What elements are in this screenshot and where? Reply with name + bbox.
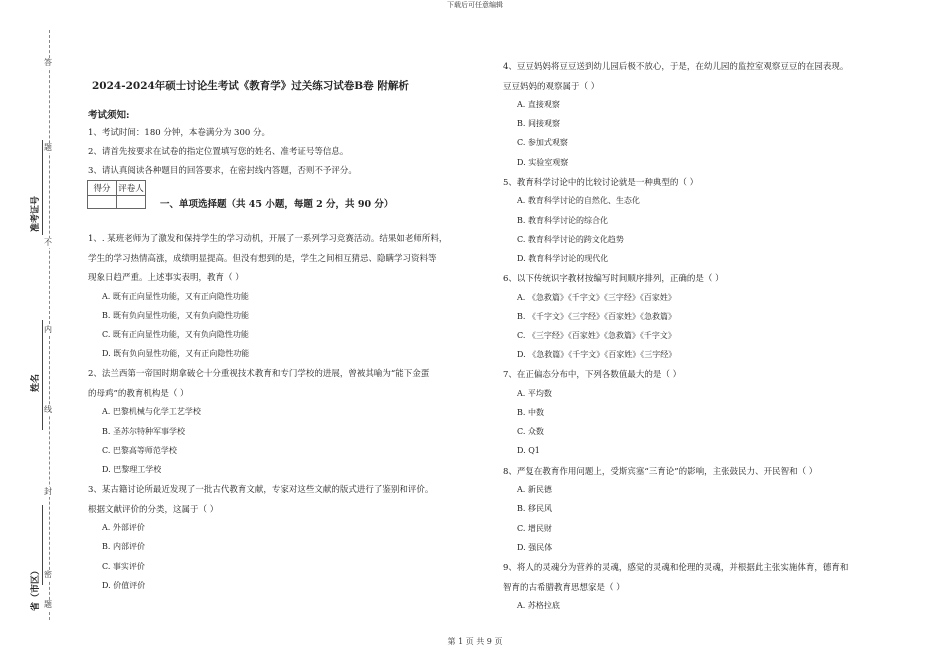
question-stem: 豆豆妈妈的观察属于（ ）	[503, 81, 600, 92]
score-cell	[88, 196, 117, 209]
page-footer: 第 1 页 共 9 页	[447, 637, 503, 646]
answer-option[interactable]: D. 价值评价	[102, 580, 146, 590]
question-stem: 6、以下传统识字教材按编写时间顺序排列，正确的是（ ）	[503, 274, 724, 285]
question-stem: 8、严复在教育作用问题上，受斯宾塞“三育论”的影响，主张鼓民力、开民智和（ ）	[503, 466, 818, 477]
answer-option[interactable]: B. 既有负向显性功能，又有负向隐性功能	[102, 310, 249, 320]
province-label: 省（市区）	[31, 565, 41, 611]
answer-option[interactable]: D. 实验室观察	[517, 157, 569, 167]
question-stem: 学生的学习热情高涨，成绩明显提高。但没有想到的是，学生之间相互猜忌、隐瞒学习资料等	[88, 253, 437, 264]
answer-option[interactable]: B. 间接观察	[517, 119, 560, 129]
answer-option[interactable]: D. 强民体	[517, 542, 553, 552]
answer-option[interactable]: C. 众数	[517, 427, 544, 437]
notice-item: 2、请首先按要求在试卷的指定位置填写您的姓名、准考证号等信息。	[88, 147, 349, 157]
answer-option[interactable]: A. 直接观察	[517, 100, 560, 109]
exam-number-line	[42, 140, 43, 235]
question-stem: 现象日趋严重。上述事实表明，教育（ ）	[88, 273, 244, 283]
answer-option[interactable]: A. 平均数	[517, 388, 552, 398]
question-stem: 根据文献评价的分类，这属于（ ）	[88, 504, 219, 515]
answer-option[interactable]: A. 外部评价	[102, 523, 145, 533]
answer-option[interactable]: C. 参加式观察	[517, 138, 568, 148]
name-line	[42, 320, 43, 430]
answer-option[interactable]: D. Q1	[517, 445, 540, 455]
exam-title: 2024-2024年硕士讨论生考试《教育学》过关练习试卷B卷 附解析	[92, 80, 409, 92]
answer-option[interactable]: C. 既有正向显性功能，又有负向隐性功能	[102, 329, 249, 339]
margin-char: 答	[44, 58, 52, 67]
answer-option[interactable]: B. 圣苏尔特种军事学校	[102, 426, 185, 436]
margin-char: 不	[44, 238, 52, 247]
question-stem: 1、. 某班老师为了激发和保持学生的学习动机，开展了一系列学习竞赛活动。结果如老师所料，	[88, 234, 448, 244]
question-stem: 智育的古希腊教育思想家是（ ）	[503, 582, 625, 593]
answer-option[interactable]: B. 移民风	[517, 504, 552, 514]
answer-option[interactable]: A. 巴黎机械与化学工艺学校	[102, 407, 201, 417]
answer-option[interactable]: C. 增民财	[517, 523, 552, 533]
question-stem: 9、将人的灵魂分为营养的灵魂，感觉的灵魂和伦理的灵魂，并根据此主张实施体育，德育和	[503, 563, 849, 573]
score-header: 得分	[88, 181, 117, 196]
answer-option[interactable]: B. 内部评价	[102, 542, 145, 552]
answer-option[interactable]: D. 既有负向显性功能，又有正向隐性功能	[102, 349, 250, 359]
answer-option[interactable]: C. 《三字经》《百家姓》《急救篇》《千字文》	[517, 331, 676, 340]
score-table	[87, 180, 146, 209]
question-stem: 5、教育科学讨论中的比较讨论就是一种典型的（ ）	[503, 177, 699, 188]
margin-char: 封	[44, 487, 52, 496]
notice-heading: 考试须知:	[88, 110, 130, 121]
question-stem: 2、法兰西第一帝国时期拿破仑十分重视技术教育和专门学校的进展，曾被其喻为“能下金蛋	[88, 369, 430, 380]
margin-char: 密	[44, 570, 52, 579]
answer-option[interactable]: C. 教育科学讨论的跨文化趋势	[517, 234, 624, 244]
answer-option[interactable]: A. 《急救篇》《千字文》《三字经》《百家姓》	[517, 292, 676, 302]
answer-option[interactable]: B. 《千字文》《三字经》《百家姓》《急救篇》	[517, 311, 676, 321]
notice-item: 1、考试时间：180 分钟，本卷满分为 300 分。	[88, 128, 270, 138]
margin-char: 内	[44, 325, 52, 334]
answer-option[interactable]: C. 事实评价	[102, 561, 145, 571]
question-stem: 4、豆豆妈妈将豆豆送到幼儿园后极不放心，于是，在幼儿园的监控室观察豆豆的在园表现。	[503, 62, 849, 72]
margin-char: 题	[44, 143, 52, 152]
answer-option[interactable]: A. 教育科学讨论的自然化、生态化	[517, 196, 640, 206]
exam-number-label: 准考证号	[31, 195, 41, 232]
margin-char: 线	[44, 405, 52, 414]
answer-option[interactable]: A. 新民德	[517, 485, 552, 495]
answer-option[interactable]: B. 教育科学讨论的综合化	[517, 215, 608, 225]
question-stem: 的母鸡”的教育机构是（ ）	[88, 388, 189, 399]
section-heading: 一、单项选择题（共 45 小题，每题 2 分，共 90 分）	[160, 199, 394, 210]
margin-char: 题	[44, 600, 52, 609]
grader-header: 评卷人	[117, 181, 146, 196]
notice-item: 3、请认真阅读各种题目的回答要求，在密封线内答题，否则不予评分。	[88, 166, 357, 176]
answer-option[interactable]: A. 苏格拉底	[517, 601, 560, 610]
question-stem: 7、在正偏态分布中，下列各数值最大的是（ ）	[503, 370, 682, 381]
answer-option[interactable]: D. 《急救篇》《千字文》《百家姓》《三字经》	[517, 350, 677, 360]
grader-cell	[117, 196, 146, 209]
header-note: 下载后可任意编辑	[447, 1, 503, 9]
answer-option[interactable]: A. 既有正向显性功能，又有正向隐性功能	[102, 291, 249, 301]
name-label: 姓名	[31, 373, 41, 392]
answer-option[interactable]: B. 中数	[517, 408, 544, 418]
answer-option[interactable]: C. 巴黎高等师范学校	[102, 445, 177, 455]
answer-option[interactable]: D. 巴黎理工学校	[102, 464, 162, 474]
answer-option[interactable]: D. 教育科学讨论的现代化	[517, 253, 609, 263]
province-line	[42, 505, 43, 585]
question-stem: 3、某古籍讨论所最近发现了一批古代教育文献，专家对这些文献的版式进行了鉴别和评价。	[88, 485, 434, 496]
